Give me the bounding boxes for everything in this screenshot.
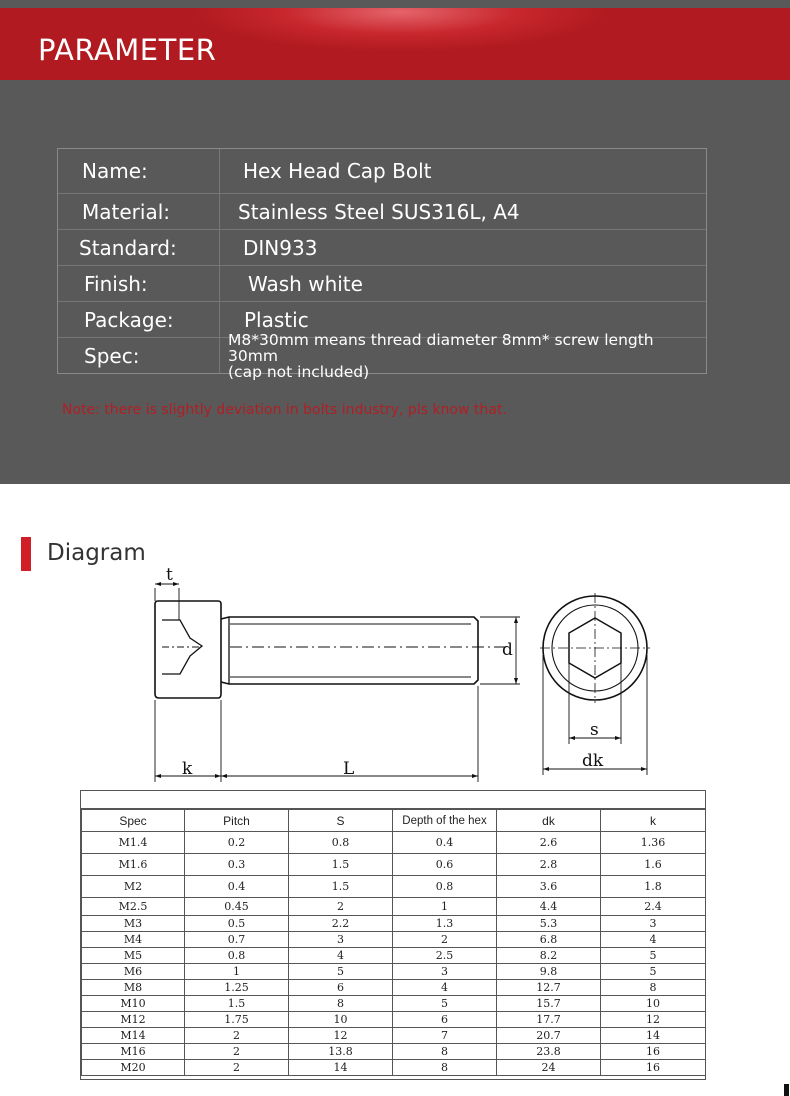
spec-table-frame	[80, 790, 706, 1080]
table-cell: 13.8	[289, 1044, 393, 1060]
table-cell: 0.3	[185, 854, 289, 876]
table-row	[82, 854, 706, 876]
spec-line-2: (cap not included)	[228, 362, 370, 381]
parameter-table	[57, 148, 707, 381]
table-cell: 1	[393, 898, 497, 916]
table-row	[82, 980, 706, 996]
bolt-diagram	[140, 560, 660, 785]
table-cell: M2	[82, 876, 185, 898]
param-row-spec	[58, 330, 706, 381]
table-row	[82, 876, 706, 898]
dim-label-d: d	[502, 640, 513, 660]
table-cell: 0.8	[289, 832, 393, 854]
table-cell: 0.7	[185, 932, 289, 948]
header-cell: S	[289, 810, 393, 832]
table-row	[82, 1044, 706, 1060]
table-cell: M1.6	[82, 854, 185, 876]
table-cell: 1.5	[185, 996, 289, 1012]
table-cell: M20	[82, 1060, 185, 1076]
parameter-panel	[0, 0, 790, 484]
table-cell: 8	[289, 996, 393, 1012]
table-cell: 8	[393, 1060, 497, 1076]
table-cell: M4	[82, 932, 185, 948]
table-cell: 8	[601, 980, 706, 996]
header-cell: Spec	[82, 810, 185, 832]
table-cell: 0.2	[185, 832, 289, 854]
table-cell: 6.8	[497, 932, 601, 948]
table-row	[82, 964, 706, 980]
table-cell: M16	[82, 1044, 185, 1060]
table-cell: 5	[289, 964, 393, 980]
table-row	[82, 996, 706, 1012]
param-value: Wash white	[248, 271, 363, 296]
table-cell: 15.7	[497, 996, 601, 1012]
table-cell: 4	[289, 948, 393, 964]
table-cell: 12	[601, 1012, 706, 1028]
table-cell: 1.8	[601, 876, 706, 898]
param-row-standard	[58, 229, 706, 265]
table-cell: 0.5	[185, 916, 289, 932]
table-cell: 0.8	[393, 876, 497, 898]
spec-line-1: M8*30mm means thread diameter 8mm* screw length 30mm	[228, 330, 654, 365]
param-row-name	[58, 149, 706, 193]
table-cell: 2.4	[601, 898, 706, 916]
table-cell: 12	[289, 1028, 393, 1044]
spec-table-caption-row	[81, 791, 705, 809]
table-cell: 2	[185, 1060, 289, 1076]
table-cell: 6	[393, 1012, 497, 1028]
table-cell: 4.4	[497, 898, 601, 916]
table-cell: 0.4	[185, 876, 289, 898]
table-cell: 2.6	[497, 832, 601, 854]
spec-header-row	[82, 810, 706, 832]
table-cell: 0.8	[185, 948, 289, 964]
table-cell: 2	[185, 1028, 289, 1044]
table-cell: M1.4	[82, 832, 185, 854]
header-cell: Pitch	[185, 810, 289, 832]
table-cell: 2.5	[393, 948, 497, 964]
corner-mark	[784, 1084, 789, 1096]
table-cell: 1.3	[393, 916, 497, 932]
deviation-note: Note: there is slightly deviation in bolts industry, pls know that.	[62, 402, 507, 418]
table-cell: 3	[393, 964, 497, 980]
param-value	[221, 330, 706, 381]
header-cell: dk	[497, 810, 601, 832]
table-cell: 3.6	[497, 876, 601, 898]
table-cell: M6	[82, 964, 185, 980]
table-cell: 1.5	[289, 876, 393, 898]
table-cell: M10	[82, 996, 185, 1012]
section-accent-bar	[21, 537, 31, 571]
table-cell: 5	[601, 948, 706, 964]
table-cell: 1.25	[185, 980, 289, 996]
table-cell: 7	[393, 1028, 497, 1044]
header-bar	[0, 8, 790, 80]
table-cell: 1.6	[601, 854, 706, 876]
param-label: Name:	[58, 149, 220, 193]
table-cell: 3	[289, 932, 393, 948]
table-row	[82, 916, 706, 932]
table-cell: 8	[393, 1044, 497, 1060]
table-cell: 2.8	[497, 854, 601, 876]
table-cell: 10	[601, 996, 706, 1012]
param-label: Material:	[58, 194, 220, 229]
table-cell: 1	[185, 964, 289, 980]
dim-label-dk: dk	[582, 751, 604, 771]
table-cell: 2	[393, 932, 497, 948]
table-cell: 1.75	[185, 1012, 289, 1028]
bolt-shank	[221, 617, 478, 684]
table-cell: 16	[601, 1044, 706, 1060]
dim-label-s: s	[590, 720, 599, 740]
param-row-material	[58, 193, 706, 229]
dim-label-L: L	[343, 759, 355, 779]
table-cell: M8	[82, 980, 185, 996]
table-cell: 5	[393, 996, 497, 1012]
table-cell: M12	[82, 1012, 185, 1028]
table-cell: 2.2	[289, 916, 393, 932]
table-cell: 24	[497, 1060, 601, 1076]
table-cell: 23.8	[497, 1044, 601, 1060]
table-cell: 2	[185, 1044, 289, 1060]
table-cell: 0.45	[185, 898, 289, 916]
table-row	[82, 1028, 706, 1044]
table-row	[82, 1012, 706, 1028]
table-cell: 2	[289, 898, 393, 916]
header-cell: Depth of the hex	[393, 810, 497, 832]
table-cell: M5	[82, 948, 185, 964]
table-cell: M2.5	[82, 898, 185, 916]
section-title: Diagram	[47, 540, 146, 566]
param-label: Spec:	[58, 338, 220, 373]
table-cell: 6	[289, 980, 393, 996]
spec-table	[81, 809, 706, 1076]
table-cell: M3	[82, 916, 185, 932]
table-cell: 16	[601, 1060, 706, 1076]
table-cell: 1.5	[289, 854, 393, 876]
table-cell: M14	[82, 1028, 185, 1044]
table-cell: 0.6	[393, 854, 497, 876]
param-value: DIN933	[243, 235, 318, 260]
table-cell: 12.7	[497, 980, 601, 996]
table-cell: 1.36	[601, 832, 706, 854]
table-cell: 4	[393, 980, 497, 996]
table-cell: 5.3	[497, 916, 601, 932]
table-cell: 9.8	[497, 964, 601, 980]
param-label: Package:	[58, 302, 220, 337]
bolt-head	[155, 601, 221, 698]
table-row	[82, 832, 706, 854]
param-value: Plastic	[244, 307, 309, 332]
table-cell: 8.2	[497, 948, 601, 964]
table-row	[82, 948, 706, 964]
param-label: Finish:	[58, 266, 220, 301]
dim-label-k: k	[182, 759, 193, 779]
param-value: Hex Head Cap Bolt	[243, 159, 432, 183]
table-cell: 5	[601, 964, 706, 980]
table-row	[82, 1060, 706, 1076]
table-cell: 20.7	[497, 1028, 601, 1044]
table-cell: 17.7	[497, 1012, 601, 1028]
table-cell: 10	[289, 1012, 393, 1028]
param-label: Standard:	[58, 230, 220, 265]
table-cell: 14	[601, 1028, 706, 1044]
table-cell: 0.4	[393, 832, 497, 854]
table-cell: 4	[601, 932, 706, 948]
table-row	[82, 932, 706, 948]
table-cell: 3	[601, 916, 706, 932]
param-value: Stainless Steel SUS316L, A4	[238, 199, 520, 224]
dim-label-t: t	[166, 565, 173, 585]
table-cell: 14	[289, 1060, 393, 1076]
table-row	[82, 898, 706, 916]
param-row-finish	[58, 265, 706, 301]
page-title: PARAMETER	[38, 33, 217, 67]
header-cell: k	[601, 810, 706, 832]
